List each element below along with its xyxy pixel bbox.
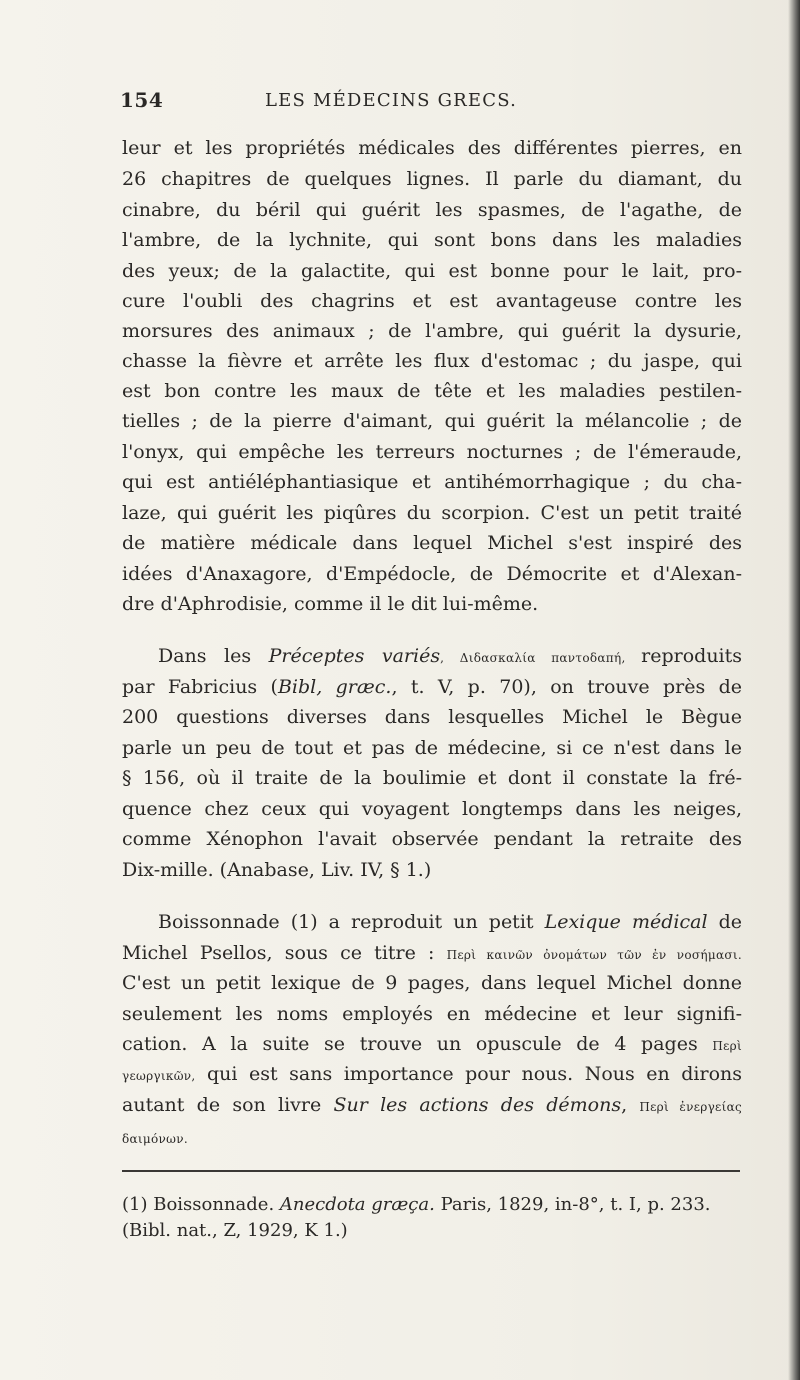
text-line: 200 questions diverses dans lesquelles Michel le Bègue [122,706,742,728]
page-number: 154 [120,88,164,112]
italic-title: Sur les actions des démons [333,1094,622,1116]
text-line: chasse la fièvre et arrête les flux d'estomac ; du jaspe, qui [122,350,742,372]
text-line: tielles ; de la pierre d'aimant, qui guérit la mélancolie ; de [122,410,742,432]
text-line: comme Xénophon l'avait observée pendant la retraite des [122,828,742,850]
text-line: de matière médicale dans lequel Michel s'est inspiré des [122,532,742,554]
greek-word: γεωργικῶν, [122,1069,196,1083]
text-line: par Fabricius (Bibl, græc., t. V, p. 70), on trouve près de [122,676,743,698]
text-line: Boissonnade (1) a reproduit un petit Lexique médical de [158,911,742,933]
page-edge-shadow [788,0,800,1380]
text-line: cinabre, du béril qui guérit les spasmes, de l'agathe, de [122,199,742,221]
text-line: parle un peu de tout et pas de médecine, si ce n'est dans le [122,737,742,759]
text-line: quence chez ceux qui voyagent longtemps dans les neiges, [122,798,742,820]
text-line: l'ambre, de la lychnite, qui sont bons dans les maladies [122,229,742,251]
text-line: seulement les noms employés en médecine et leur signifi- [122,1003,742,1025]
text-line: § 156, où il traite de la boulimie et dont il constate la fré- [122,767,742,789]
text-line: C'est un petit lexique de 9 pages, dans lequel Michel donne [122,972,742,994]
text-line: 26 chapitres de quelques lignes. Il parle du diamant, du [122,168,742,190]
greek-title: , Διδασκαλία παντοδαπή, [440,651,642,665]
text-line: laze, qui guérit les piqûres du scorpion. C'est un petit traité [122,502,742,524]
text-line: des yeux; de la galactite, qui est bonne pour le lait, pro- [122,260,742,282]
text-line: dre d'Aphrodisie, comme il le dit lui-même. [122,593,539,615]
text-line [122,1128,742,1147]
text-line: idées d'Anaxagore, d'Empédocle, de Démocrite et d'Alexan- [122,563,742,585]
text-line: cation. A la suite se trouve un opuscule de 4 pages Περὶ [122,1033,742,1055]
italic-title: Préceptes variés [268,645,441,667]
text-line: est bon contre les maux de tête et les maladies pestilen- [122,380,742,402]
page-header [120,88,760,114]
greek-word: δαιμόνων. [122,1132,188,1146]
footnote-line: (Bibl. nat., Z, 1929, K 1.) [122,1220,348,1241]
text-line: l'onyx, qui empêche les terreurs nocturnes ; de l'émeraude, [122,441,742,463]
text-line: Dans les Préceptes variés, Διδασκαλία παντοδαπή, reproduits [158,645,743,667]
italic-title: Lexique médical [544,911,708,933]
italic-reference: Anecdota græça. [279,1194,435,1215]
text-line: cure l'oubli des chagrins et est avantageuse contre les [122,290,742,312]
text-line: morsures des animaux ; de l'ambre, qui guérit la dysurie, [122,320,742,342]
text-line: autant de son livre Sur les actions des démons, Περὶ ἐνεργείας [122,1094,742,1116]
text-line: Dix-mille. (Anabase, Liv. IV, § 1.) [122,859,432,881]
greek-title: Περὶ καινῶν ὀνομάτων τῶν ἐν νοσήμασι. [446,948,742,962]
footnote-line: (1) Boissonnade. Anecdota græça. Paris, 1829, in-8°, t. I, p. 233. [122,1194,711,1215]
greek-title: Περὶ ἐνεργείας [639,1100,742,1114]
greek-word: Περὶ [712,1039,742,1053]
footnote-separator [122,1170,740,1172]
text-line: Michel Psellos, sous ce titre : Περὶ καινῶν ὀνομάτων τῶν ἐν νοσήμασι. [122,942,742,964]
text-line: γεωργικῶν, qui est sans importance pour nous. Nous en dirons [122,1063,742,1085]
text-line: leur et les propriétés médicales des différentes pierres, en [122,137,742,159]
italic-reference: Bibl, græc. [277,676,392,698]
running-title: LES MÉDECINS GRECS. [265,90,518,111]
text-line: qui est antiéléphantiasique et antihémorrhagique ; du cha- [122,471,742,493]
